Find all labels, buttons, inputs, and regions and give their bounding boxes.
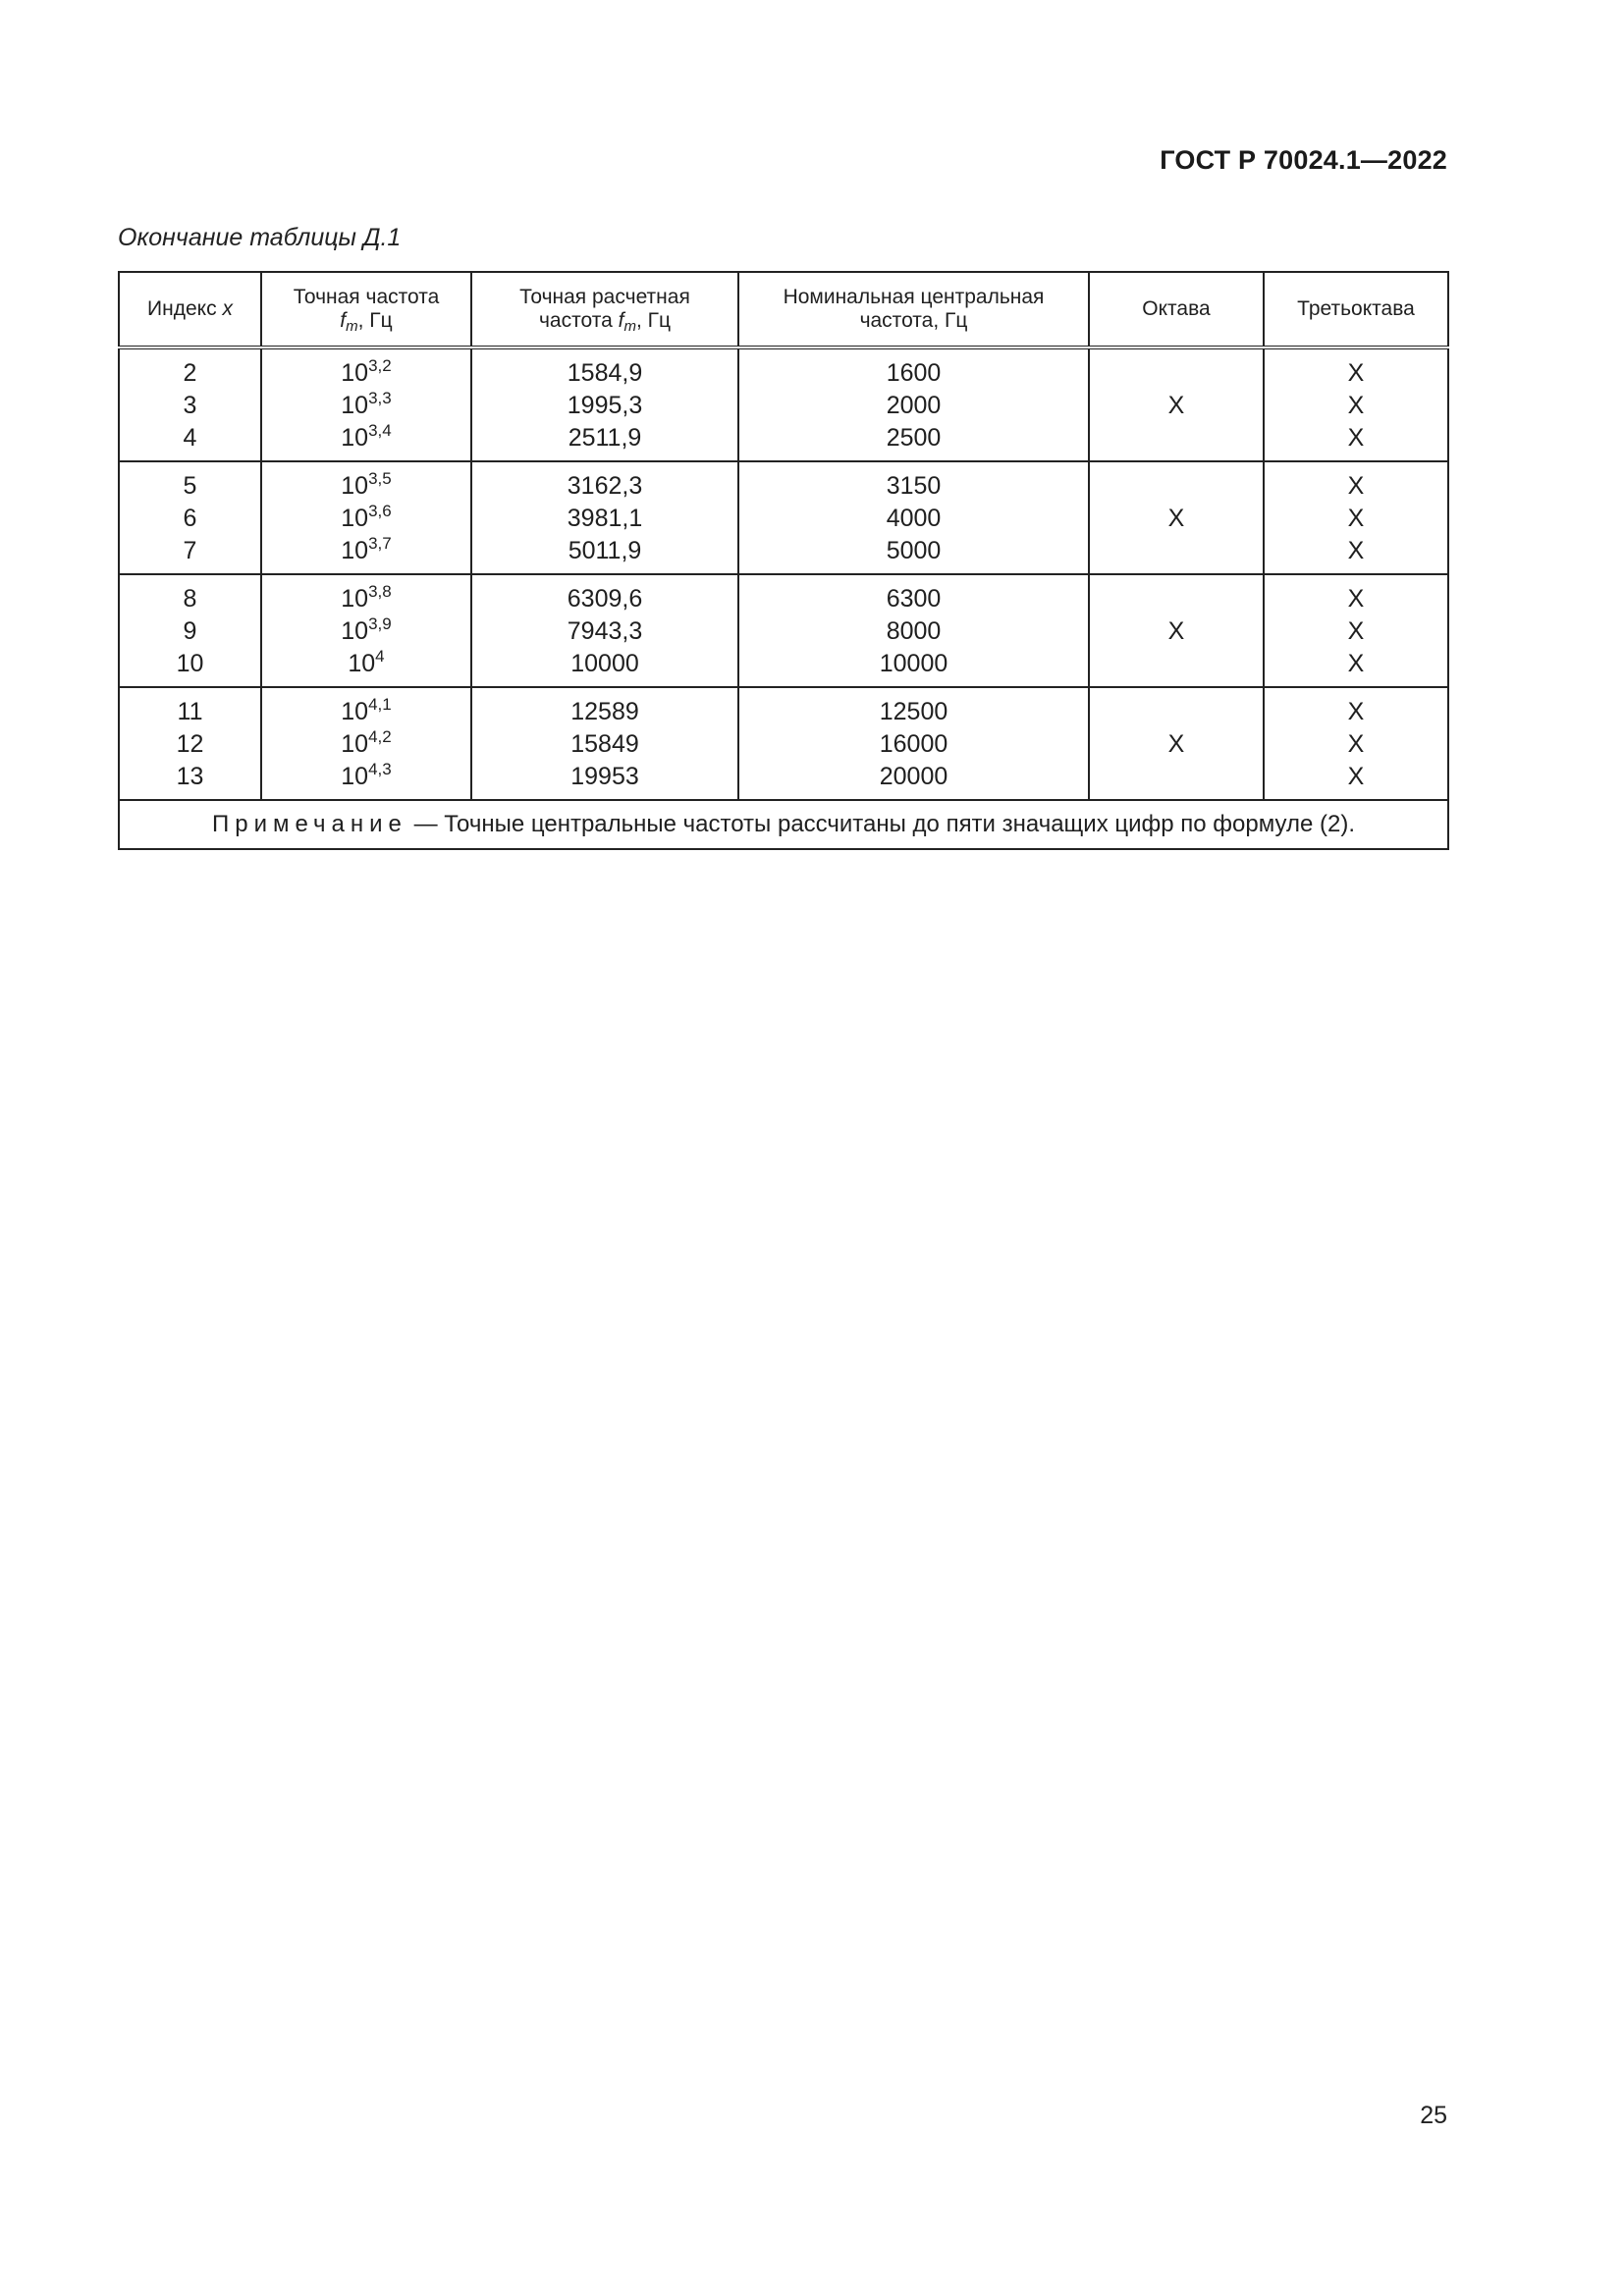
calculated-frequency-value: 6309,6 [567,585,643,613]
calculated-frequency-cell [471,574,738,687]
column-header-octave: Октава [1089,272,1264,347]
table-row [119,461,1448,574]
document-code: ГОСТ Р 70024.1—2022 [1160,145,1447,175]
nominal-frequency-value: 4000 [886,505,942,532]
nominal-frequency-value: 8000 [886,617,942,645]
octave-mark: X [1167,730,1185,758]
index-cell [119,347,261,461]
nominal-frequency-value: 2500 [886,424,942,452]
index-value: 2 [183,359,197,387]
nominal-frequency-cell [738,461,1089,574]
third-octave-mark: X [1347,698,1365,725]
calculated-frequency-value: 3162,3 [567,472,643,500]
calculated-frequency-value: 19953 [570,763,639,790]
frequency-table [118,271,1449,850]
table-row [119,687,1448,800]
index-value: 12 [176,730,204,758]
table-note [119,800,1448,849]
note-label: Примечание [211,811,407,837]
third-octave-mark: X [1347,505,1365,532]
index-value: 11 [177,698,203,725]
index-value: 13 [176,763,204,790]
nominal-frequency-cell [738,347,1089,461]
nominal-frequency-value: 6300 [886,585,942,613]
note-text: — Точные центральные частоты рассчитаны до пяти значащих цифр по формуле (2). [406,811,1356,837]
exact-frequency-value: 10$^{3,4}$ [341,421,392,452]
calculated-frequency-value: 10000 [570,650,639,677]
exact-frequency-cell [261,347,471,461]
third-octave-mark: X [1347,392,1365,419]
index-cell [119,574,261,687]
octave-cell [1089,461,1264,574]
calculated-frequency-value: 2511,9 [568,424,642,452]
table-row [119,574,1448,687]
octave-cell [1089,687,1264,800]
index-value: 9 [183,617,197,645]
column-header-third-octave: Третьоктава [1264,272,1448,347]
octave-cell [1089,347,1264,461]
nominal-frequency-cell [738,574,1089,687]
index-cell [119,461,261,574]
third-octave-mark: X [1347,537,1365,564]
nominal-frequency-value: 20000 [879,763,948,790]
calculated-frequency-cell [471,461,738,574]
third-octave-mark: X [1347,763,1365,790]
index-cell [119,687,261,800]
calculated-frequency-value: 3981,1 [567,505,643,532]
index-value: 4 [183,424,197,452]
column-header-index: Индекс x [119,272,261,347]
table-row-group [119,574,1448,687]
exact-frequency-value: 10$^{3,9}$ [341,614,392,645]
third-octave-mark: X [1347,585,1365,613]
exact-frequency-value: 10$^{3,3}$ [341,389,392,419]
calculated-frequency-value: 1584,9 [567,359,643,387]
table-caption: Окончание таблицы Д.1 [118,224,402,251]
calculated-frequency-value: 5011,9 [568,537,642,564]
exact-frequency-value: 10$^{4,1}$ [341,695,392,725]
table-footer [119,800,1448,849]
octave-mark: X [1167,505,1185,532]
nominal-frequency-value: 12500 [879,698,948,725]
exact-frequency-value: 10$^{3,2}$ [341,356,392,387]
table-row-group [119,461,1448,574]
table-row [119,347,1448,461]
table-row-group [119,687,1448,800]
third-octave-cell [1264,574,1448,687]
exact-frequency-value: 10$^{4,2}$ [341,727,392,758]
table-header [119,272,1448,347]
third-octave-cell [1264,347,1448,461]
index-value: 6 [183,505,197,532]
calculated-frequency-value: 7943,3 [567,617,643,645]
nominal-frequency-value: 3150 [886,472,942,500]
nominal-frequency-value: 10000 [879,650,948,677]
exact-frequency-value: 10$^{3,6}$ [341,502,392,532]
octave-cell [1089,574,1264,687]
calculated-frequency-cell [471,347,738,461]
third-octave-mark: X [1347,617,1365,645]
third-octave-mark: X [1347,359,1365,387]
third-octave-cell [1264,461,1448,574]
page-number: 25 [1420,2102,1447,2129]
calculated-frequency-value: 12589 [570,698,639,725]
index-value: 7 [183,537,197,564]
exact-frequency-cell [261,461,471,574]
third-octave-mark: X [1347,730,1365,758]
index-value: 10 [176,650,204,677]
third-octave-mark: X [1347,650,1365,677]
table-row-group [119,347,1448,461]
column-header-calculated-frequency: Точная расчетная частота $f_m$, Гц [471,272,738,347]
octave-mark: X [1167,392,1185,419]
column-header-exact-frequency: Точная частота $f_m$, Гц [261,272,471,347]
nominal-frequency-value: 5000 [886,537,942,564]
nominal-frequency-value: 1600 [886,359,942,387]
nominal-frequency-value: 16000 [879,730,948,758]
exact-frequency-cell [261,574,471,687]
exact-frequency-value: 10$^{3,8}$ [341,582,392,613]
exact-frequency-value: 10$^{4,3}$ [341,760,392,790]
nominal-frequency-cell [738,687,1089,800]
third-octave-mark: X [1347,424,1365,452]
exact-frequency-value: 10$^{3,7}$ [341,534,392,564]
exact-frequency-value: 10$^{3,5}$ [341,469,392,500]
calculated-frequency-value: 1995,3 [567,392,643,419]
third-octave-mark: X [1347,472,1365,500]
exact-frequency-value: $10^4$ [348,647,385,677]
calculated-frequency-cell [471,687,738,800]
nominal-frequency-value: 2000 [886,392,942,419]
index-value: 3 [183,392,197,419]
index-value: 5 [183,472,197,500]
calculated-frequency-value: 15849 [570,730,639,758]
index-value: 8 [183,585,197,613]
exact-frequency-cell [261,687,471,800]
octave-mark: X [1167,617,1185,645]
column-header-nominal-frequency: Номинальная центральная частота, Гц [738,272,1089,347]
third-octave-cell [1264,687,1448,800]
